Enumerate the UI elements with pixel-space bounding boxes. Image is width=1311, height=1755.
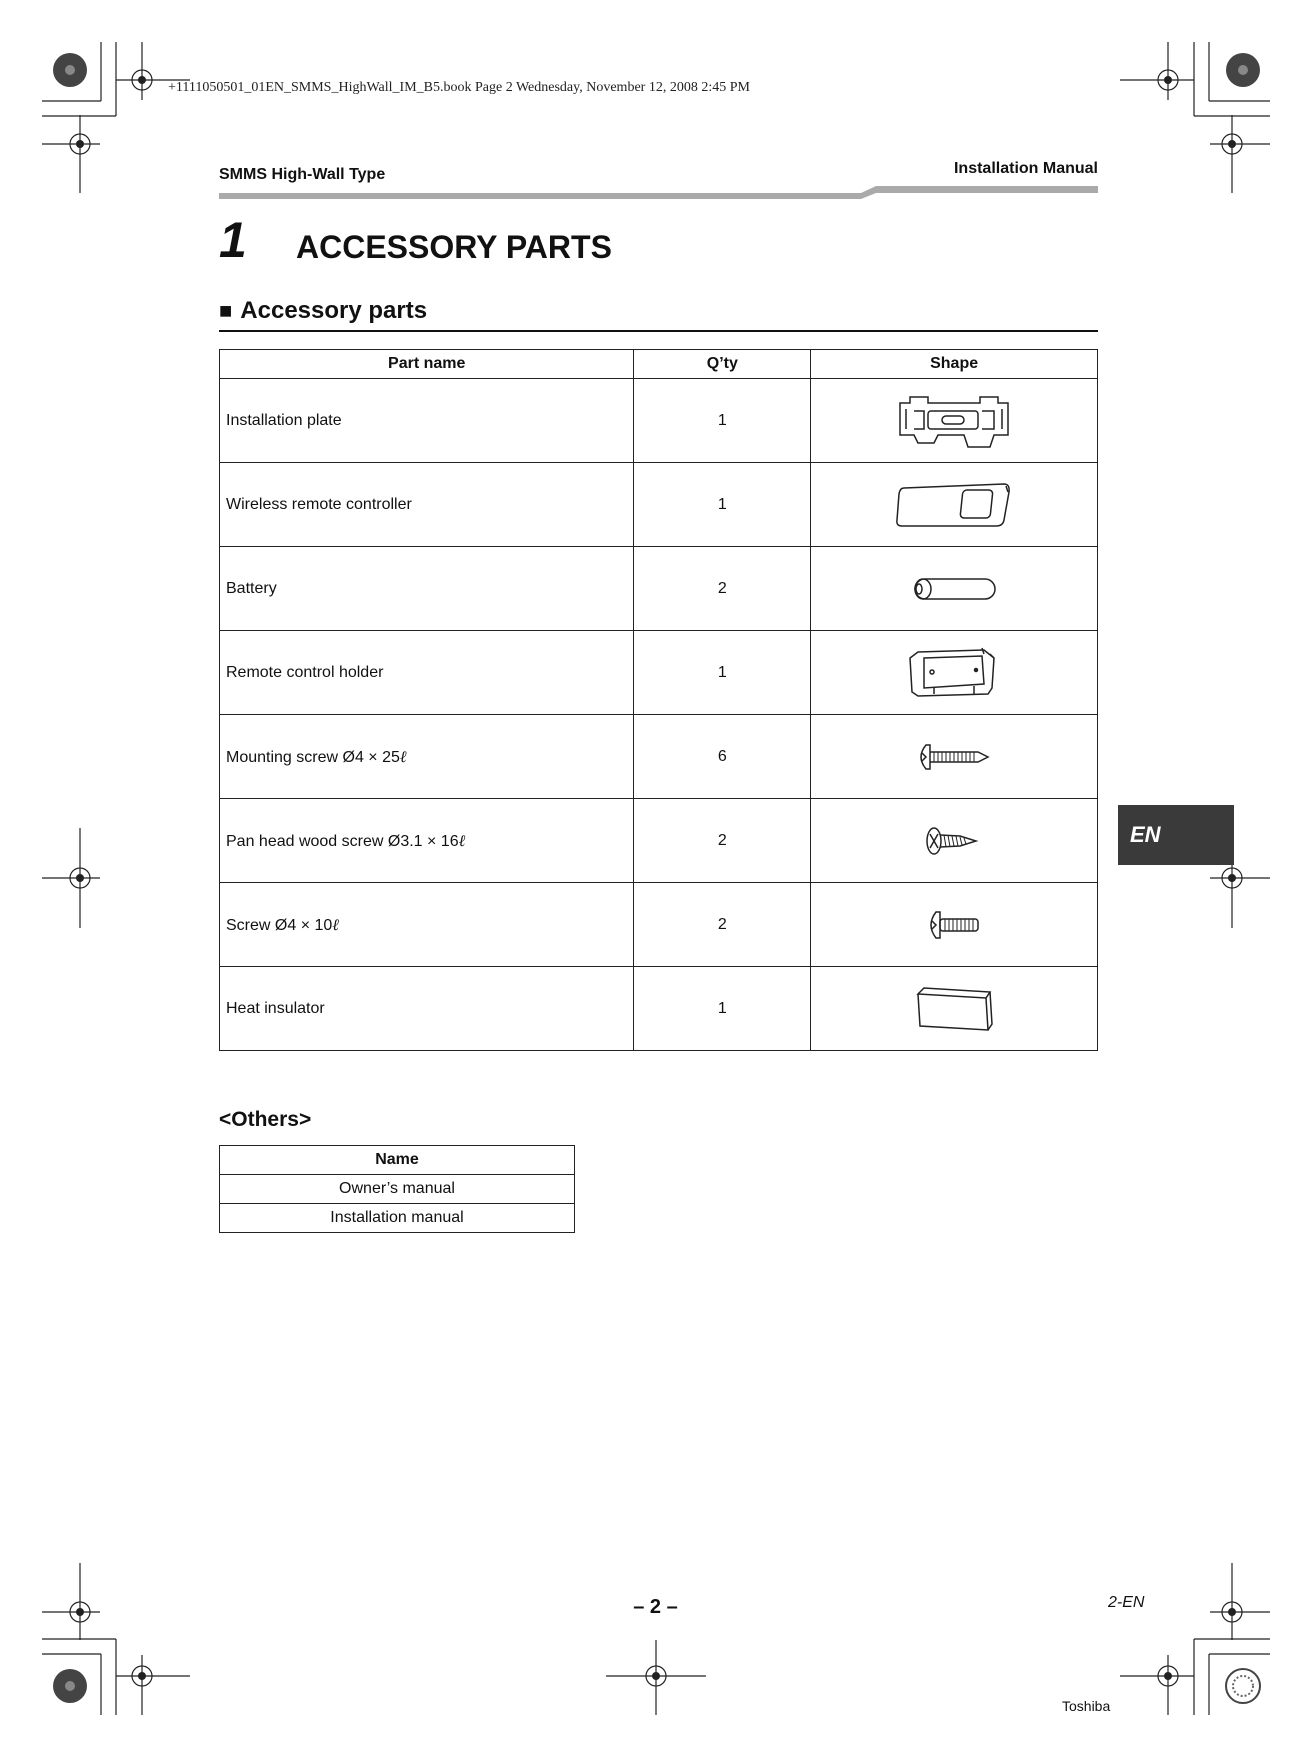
table-row: [220, 631, 1098, 715]
others-item: Installation manual: [220, 1204, 575, 1233]
accessory-parts-table: [219, 349, 1098, 1051]
battery-icon: [909, 574, 999, 604]
table-header-row: [220, 1146, 575, 1175]
table-row: [220, 967, 1098, 1051]
page-code: 2-EN: [1108, 1594, 1145, 1611]
part-name: Wireless remote controller: [220, 463, 634, 547]
screw-icon: [924, 909, 984, 941]
part-qty: 6: [634, 715, 811, 799]
part-name: Screw Ø4 × 10ℓ: [220, 883, 634, 967]
part-qty: 2: [634, 883, 811, 967]
remote-controller-icon: [894, 480, 1014, 530]
chapter-title: ACCESSORY PARTS: [296, 229, 612, 265]
mounting-screw-icon: [914, 742, 994, 772]
remote-holder-icon: [904, 644, 1004, 702]
wood-screw-icon: [924, 824, 984, 858]
heat-insulator-icon: [912, 984, 996, 1034]
section-heading: [219, 296, 1098, 332]
table-row: [220, 715, 1098, 799]
column-header-part-name: Part name: [220, 350, 634, 379]
book-file-line: +1111050501_01EN_SMMS_HighWall_IM_B5.book Page 2 Wednesday, November 12, 2008 2:45 PM: [168, 80, 750, 95]
others-heading: <Others>: [219, 1108, 312, 1131]
part-name: Pan head wood screw Ø3.1 × 16ℓ: [220, 799, 634, 883]
others-table: [219, 1145, 575, 1233]
header-manual-title: Installation Manual: [953, 160, 1098, 177]
part-qty: 2: [634, 799, 811, 883]
square-bullet-icon: ■: [219, 298, 233, 323]
column-header-name: Name: [220, 1146, 575, 1175]
column-header-qty: Q’ty: [634, 350, 811, 379]
column-header-shape: Shape: [811, 350, 1098, 379]
language-tab: EN: [1118, 805, 1234, 865]
part-qty: 1: [634, 631, 811, 715]
table-row: [220, 1175, 575, 1204]
table-row: [220, 463, 1098, 547]
part-qty: 1: [634, 463, 811, 547]
header-product-name: SMMS High-Wall Type: [219, 166, 386, 183]
part-name: Installation plate: [220, 379, 634, 463]
part-name: Remote control holder: [220, 631, 634, 715]
table-row: [220, 379, 1098, 463]
table-row: [220, 1204, 575, 1233]
table-row: [220, 799, 1098, 883]
chapter-number: 1: [219, 212, 247, 268]
part-name: Heat insulator: [220, 967, 634, 1051]
part-name: Battery: [220, 547, 634, 631]
installation-plate-icon: [894, 391, 1014, 451]
page-number: – 2 –: [633, 1596, 678, 1618]
table-row: [220, 883, 1098, 967]
table-row: [220, 547, 1098, 631]
part-name: Mounting screw Ø4 × 25ℓ: [220, 715, 634, 799]
brand-name: Toshiba: [1062, 1698, 1111, 1714]
section-title: Accessory parts: [240, 297, 428, 324]
part-qty: 1: [634, 379, 811, 463]
others-item: Owner’s manual: [220, 1175, 575, 1204]
part-qty: 2: [634, 547, 811, 631]
part-qty: 1: [634, 967, 811, 1051]
table-header-row: [220, 350, 1098, 379]
